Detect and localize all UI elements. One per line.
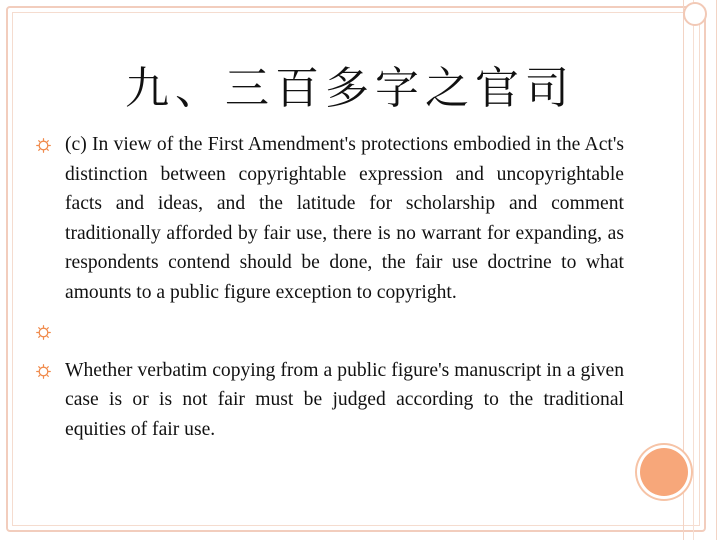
slide-content (36, 130, 624, 444)
bullet-text: (c) In view of the First Amendment's protections embodied in the Act's distinction between copyrightable expression and uncopyrightable facts and ideas, and the latitude for scholarship and comment traditionally afforded by fair use, there is no warrant for expanding, as respondents contend should be done, the fair use doctrine to what amounts to a public figure exception to copyright. (65, 134, 624, 303)
bullet-item-2 (36, 317, 624, 347)
side-rail-line (693, 0, 694, 540)
bullet-text: Whether verbatim copying from a public figure's manuscript in a given case is or is not fair must be judged according to the traditional equities of fair use. (65, 359, 624, 440)
sun-bullet-icon (36, 138, 51, 153)
decor-circle-accent (640, 448, 688, 496)
side-rail (683, 0, 717, 540)
sun-bullet-icon (36, 325, 51, 340)
bullet-item-3 (36, 356, 624, 445)
slide-title: 九、三百多字之官司 (125, 63, 575, 114)
bullet-item-1 (36, 130, 624, 307)
decor-circle-top (683, 2, 707, 26)
sun-bullet-icon (36, 364, 51, 379)
